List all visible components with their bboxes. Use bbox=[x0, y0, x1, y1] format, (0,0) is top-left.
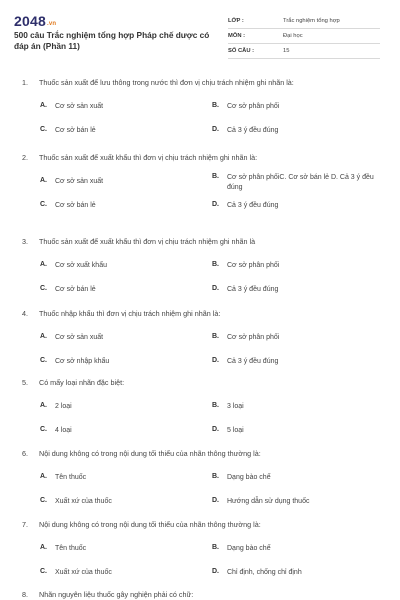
question-stem: Thuốc nhập khẩu thì đơn vị chịu trách nhiệm ghi nhãn là: bbox=[39, 309, 221, 318]
option-text: 3 loại bbox=[227, 403, 244, 410]
question-text bbox=[22, 449, 261, 458]
question-text bbox=[22, 237, 255, 246]
option-letter: D. bbox=[212, 497, 219, 504]
option-text: Cả 3 ý đều đúng bbox=[227, 127, 279, 134]
option-letter: B. bbox=[212, 473, 219, 480]
question-stem: Thuốc sản xuất để lưu thông trong nước thì đơn vị chịu trách nhiệm ghi nhãn là: bbox=[39, 78, 294, 87]
option-letter: B. bbox=[212, 173, 219, 180]
option-letter: C. bbox=[40, 285, 47, 292]
option-text: Cơ sở bán lẻ bbox=[55, 202, 96, 209]
option-text: Dạng bào chế bbox=[227, 545, 271, 552]
question-text bbox=[22, 520, 261, 529]
question-stem: Nội dung không có trong nội dung tối thiểu của nhãn thông thường là: bbox=[39, 449, 261, 458]
option-text: Cơ sở bán lẻ bbox=[55, 127, 96, 134]
document-title: 500 câu Trắc nghiệm tổng hợp Pháp chế dược có đáp án (Phần 11) bbox=[14, 30, 210, 51]
option-text: Cơ sở phân phối bbox=[227, 262, 280, 269]
question-stem: Nhãn nguyên liệu thuốc gây nghiện phải có chữ: bbox=[39, 590, 194, 599]
option-text: Tên thuốc bbox=[55, 474, 87, 481]
question-text bbox=[22, 78, 294, 87]
question-stem: Thuốc sản xuất để xuất khẩu thì đơn vị chịu trách nhiệm ghi nhãn là bbox=[39, 237, 256, 246]
option-text: Xuất xứ của thuốc bbox=[55, 569, 112, 576]
option-letter: C. bbox=[40, 426, 47, 433]
option-letter: A. bbox=[40, 177, 47, 184]
question-text bbox=[22, 309, 220, 318]
option-text: Chỉ định, chống chỉ định bbox=[227, 569, 302, 576]
option-letter: A. bbox=[40, 261, 47, 268]
option-text: Tên thuốc bbox=[55, 545, 87, 552]
option-text: Cơ sở phân phốiC. Cơ sở bán lẻ D. Cả 3 ý đều đúng bbox=[227, 174, 374, 191]
option-letter: D. bbox=[212, 285, 219, 292]
question-stem: Có mấy loại nhãn đặc biệt: bbox=[39, 378, 125, 387]
option-text: Cơ sở sản xuất bbox=[55, 103, 104, 110]
question-number: 3. bbox=[22, 237, 28, 246]
question-number: 2. bbox=[22, 153, 28, 162]
option-letter: B. bbox=[212, 544, 219, 551]
question-text bbox=[22, 153, 257, 162]
question-number: 4. bbox=[22, 309, 28, 318]
option-text: Cơ sở phân phối bbox=[227, 334, 280, 341]
option-letter: B. bbox=[212, 333, 219, 340]
option-text: Cả 3 ý đều đúng bbox=[227, 202, 279, 209]
option-letter: C. bbox=[40, 126, 47, 133]
option-text: Cơ sở xuất khẩu bbox=[55, 262, 107, 269]
question-number: 5. bbox=[22, 378, 28, 387]
option-letter: A. bbox=[40, 333, 47, 340]
option-text: Cả 3 ý đều đúng bbox=[227, 358, 279, 365]
option-text: 5 loại bbox=[227, 427, 244, 434]
document-header bbox=[0, 0, 400, 64]
option-text: Cơ sở bán lẻ bbox=[55, 286, 96, 293]
option-text: Cơ sở phân phối bbox=[227, 103, 280, 110]
question-text bbox=[22, 590, 193, 599]
option-letter: A. bbox=[40, 402, 47, 409]
meta-key: SỐ CÂU : bbox=[228, 48, 255, 54]
option-text: 2 loại bbox=[55, 403, 72, 410]
option-text: 4 loại bbox=[55, 427, 72, 434]
meta-row-class bbox=[228, 14, 380, 29]
option-text: Cơ sở nhập khẩu bbox=[55, 358, 110, 365]
option-letter: D. bbox=[212, 126, 219, 133]
question-stem: Nội dung không có trong nội dung tối thiểu của nhãn thông thường là: bbox=[39, 520, 261, 529]
option-letter: A. bbox=[40, 102, 47, 109]
meta-value: Đại học bbox=[283, 33, 303, 39]
option-letter: B. bbox=[212, 261, 219, 268]
logo-text: 2048 bbox=[14, 13, 46, 29]
question-number: 6. bbox=[22, 449, 28, 458]
question-text bbox=[22, 378, 124, 387]
option-letter: C. bbox=[40, 497, 47, 504]
option-text: Cả 3 ý đều đúng bbox=[227, 286, 279, 293]
site-logo[interactable] bbox=[14, 13, 56, 29]
option-text: Dạng bào chế bbox=[227, 474, 271, 481]
question-number: 1. bbox=[22, 78, 28, 87]
option-letter: D. bbox=[212, 426, 219, 433]
meta-row-count bbox=[228, 44, 380, 59]
option-text: Xuất xứ của thuốc bbox=[55, 498, 112, 505]
question-number: 7. bbox=[22, 520, 28, 529]
logo-suffix: .vn bbox=[46, 21, 57, 27]
option-text: Hướng dẫn sử dụng thuốc bbox=[227, 498, 310, 505]
question-number: 8. bbox=[22, 590, 28, 599]
option-letter: A. bbox=[40, 473, 47, 480]
option-letter: C. bbox=[40, 201, 47, 208]
meta-key: MÔN : bbox=[228, 33, 246, 39]
option-text: Cơ sở sản xuất bbox=[55, 334, 104, 341]
meta-value: Trắc nghiệm tổng hợp bbox=[283, 18, 340, 24]
option-letter: B. bbox=[212, 102, 219, 109]
option-text: Cơ sở sản xuất bbox=[55, 178, 104, 185]
meta-value: 15 bbox=[283, 48, 290, 54]
option-letter: D. bbox=[212, 357, 219, 364]
option-letter: D. bbox=[212, 201, 219, 208]
meta-key: LỚP : bbox=[228, 18, 244, 24]
option-letter: B. bbox=[212, 402, 219, 409]
question-stem: Thuốc sản xuất để xuất khẩu thì đơn vị chịu trách nhiệm ghi nhãn là: bbox=[39, 153, 258, 162]
option-letter: D. bbox=[212, 568, 219, 575]
option-letter: A. bbox=[40, 544, 47, 551]
option-letter: C. bbox=[40, 568, 47, 575]
option-letter: C. bbox=[40, 357, 47, 364]
meta-row-subject bbox=[228, 29, 380, 44]
